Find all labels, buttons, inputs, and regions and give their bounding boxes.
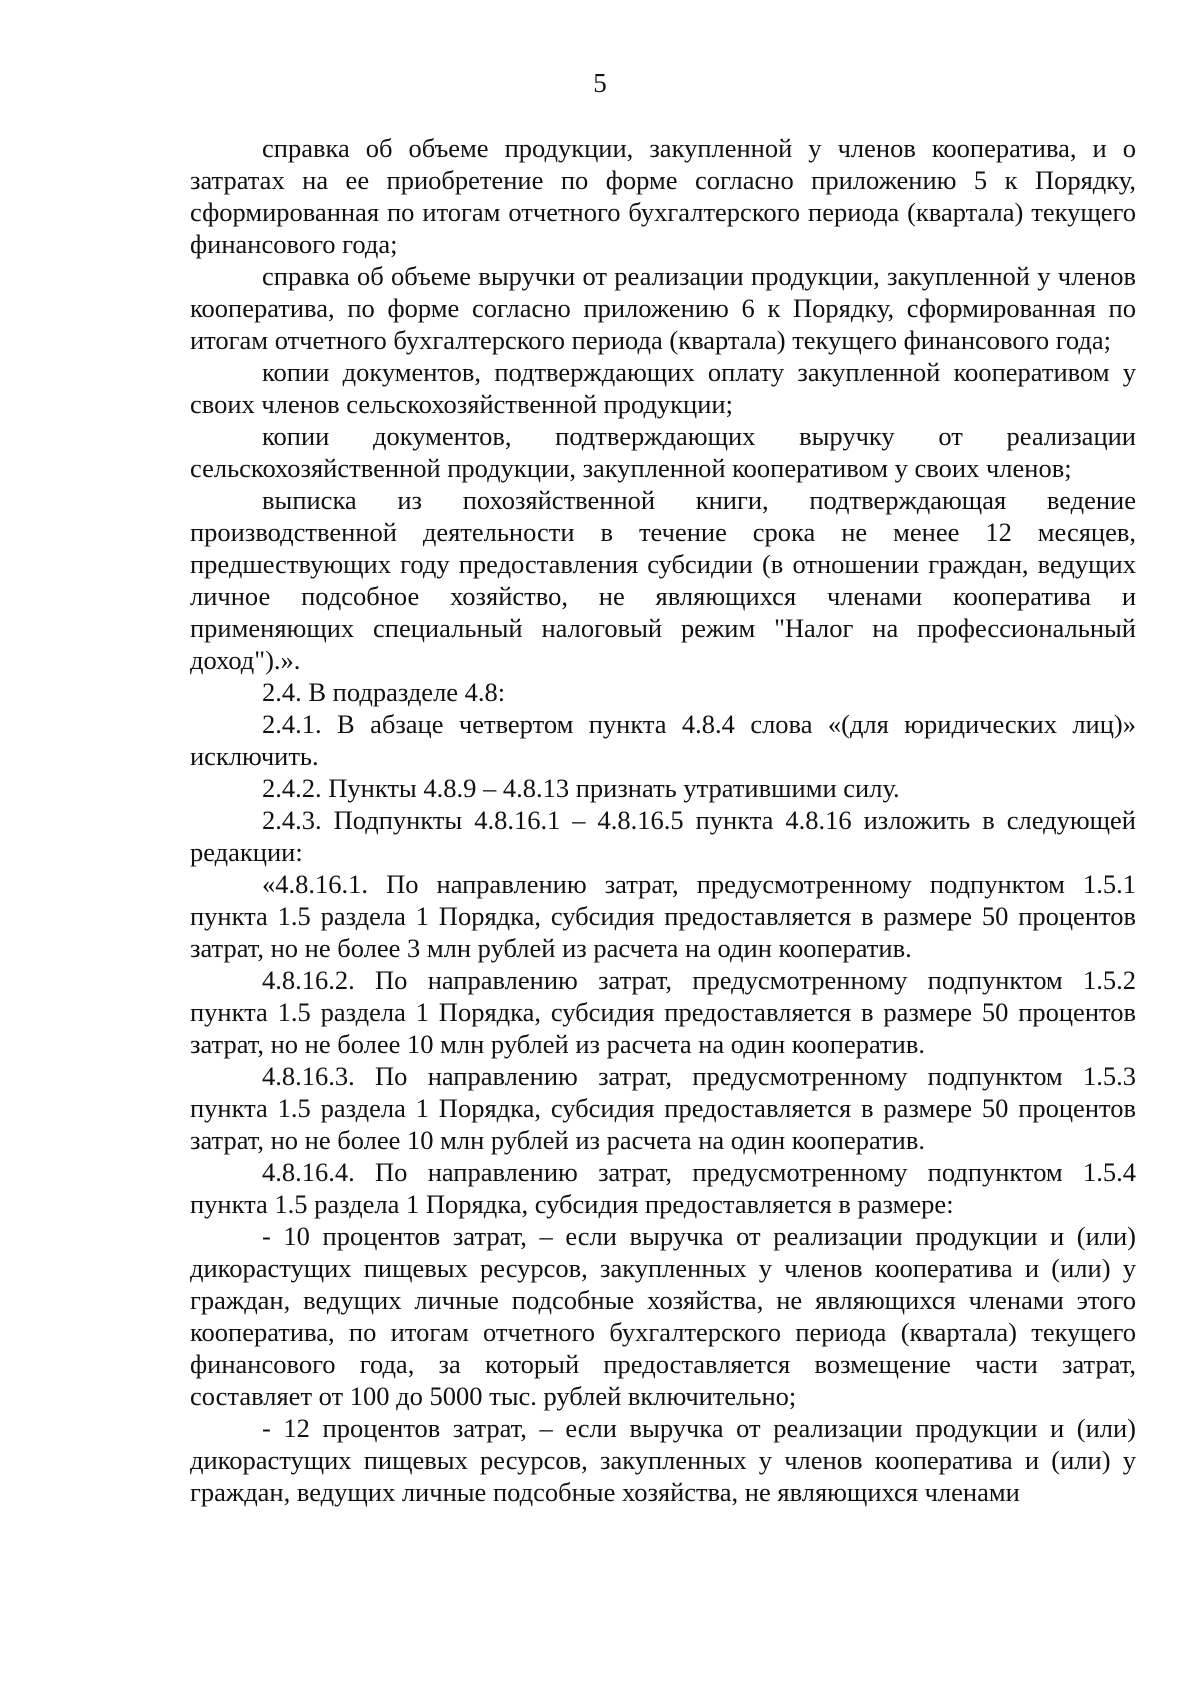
paragraph-certificate-volume: справка об объеме продукции, закупленной у членов кооператива, и о затратах на ее приобретение по форме согласно приложению 5 к Порядку, сформированная по итогам отчетного бухгалтерского периода (квартала) текущего финансового года;: [190, 133, 1136, 259]
paragraph-12-percent: - 12 процентов затрат, – если выручка от реализации продукции и (или) дикорастущих пищевых ресурсов, закупленных у членов кооператива и (или) у граждан, ведущих личные подсобные хозяйства, не являющихся членами: [190, 1413, 1136, 1507]
paragraph-household-book-extract: выписка из похозяйственной книги, подтверждающая ведение производственной деятельности в течение срока не менее 12 месяцев, предшествующих году предоставления субсидии (в отношении граждан, ведущих личное подсобное хозяйство, не являющихся членами кооператива и применяющих специальный налоговый режим "Налог на профессиональный доход").».: [190, 485, 1136, 675]
paragraph-10-percent: - 10 процентов затрат, – если выручка от реализации продукции и (или) дикорастущих пищевых ресурсов, закупленных у членов кооператива и (или) у граждан, ведущих личные подсобные хозяйства, не являющихся членами этого кооператива, по итогам отчетного бухгалтерского периода (квартала) текущего финансового года, за который предоставляется возмещение части затрат, составляет от 100 до 5000 тыс. рублей включительно;: [190, 1221, 1136, 1411]
paragraph-2-4-1: 2.4.1. В абзаце четвертом пункта 4.8.4 слова «(для юридических лиц)» исключить.: [190, 709, 1136, 771]
document-body: [190, 132, 1136, 1508]
paragraph-certificate-revenue: справка об объеме выручки от реализации продукции, закупленной у членов кооператива, по форме согласно приложению 6 к Порядку, сформированная по итогам отчетного бухгалтерского периода (квартала) текущего финансового года;: [190, 261, 1136, 355]
paragraph-2-4-3: 2.4.3. Подпункты 4.8.16.1 – 4.8.16.5 пункта 4.8.16 изложить в следующей редакции:: [190, 805, 1136, 867]
paragraph-revenue-copies: копии документов, подтверждающих выручку от реализации сельскохозяйственной продукции, закупленной кооперативом у своих членов;: [190, 421, 1136, 483]
paragraph-2-4-2: 2.4.2. Пункты 4.8.9 – 4.8.13 признать утратившими силу.: [262, 773, 900, 803]
paragraph-4-8-16-2: 4.8.16.2. По направлению затрат, предусмотренному подпунктом 1.5.2 пункта 1.5 раздела 1 Порядка, субсидия предоставляется в размере 50 процентов затрат, но не более 10 млн рублей из расчета на один кооператив.: [190, 965, 1136, 1059]
paragraph-payment-copies: копии документов, подтверждающих оплату закупленной кооперативом у своих членов сельскохозяйственной продукции;: [190, 357, 1136, 419]
page-number: 5: [593, 68, 607, 98]
paragraph-4-8-16-3: 4.8.16.3. По направлению затрат, предусмотренному подпунктом 1.5.3 пункта 1.5 раздела 1 Порядка, субсидия предоставляется в размере 50 процентов затрат, но не более 10 млн рублей из расчета на один кооператив.: [190, 1061, 1136, 1155]
paragraph-2-4: 2.4. В подразделе 4.8:: [262, 677, 506, 707]
paragraph-4-8-16-4: 4.8.16.4. По направлению затрат, предусмотренному подпунктом 1.5.4 пункта 1.5 раздела 1 Порядка, субсидия предоставляется в размере:: [190, 1157, 1136, 1219]
paragraph-4-8-16-1: «4.8.16.1. По направлению затрат, предусмотренному подпунктом 1.5.1 пункта 1.5 раздела 1 Порядка, субсидия предоставляется в размере 50 процентов затрат, но не более 3 млн рублей из расчета на один кооператив.: [190, 869, 1136, 963]
